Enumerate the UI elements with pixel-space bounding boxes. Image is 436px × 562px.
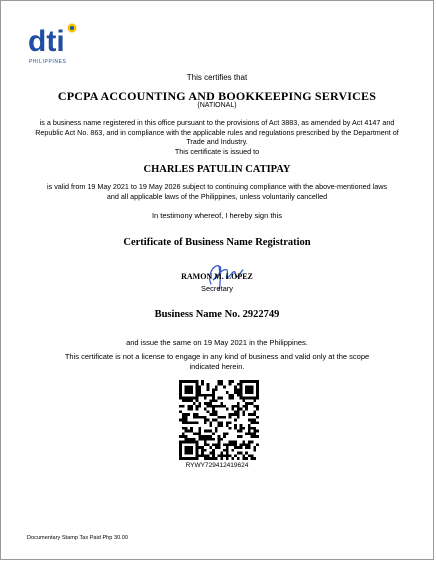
issued-to-text: This certificate is issued to	[174, 146, 260, 156]
business-name: CPCPA ACCOUNTING AND BOOKKEEPING SERVICES	[57, 89, 377, 103]
documentary-stamp-text: Documentary Stamp Tax Paid Php 30.00	[27, 535, 128, 541]
signatory-title: Secretary	[200, 284, 234, 293]
signatory-name: RAMON M. LOPEZ	[181, 272, 253, 281]
logo-subtext: PHILIPPINES	[29, 59, 67, 65]
intro-text: This certifies that	[186, 73, 248, 82]
license-disclaimer: This certificate is not a license to engage in any kind of business and valid only at the scope indicated herein.	[64, 352, 370, 371]
business-scope: (NATIONAL)	[197, 102, 237, 109]
registration-text	[1, 118, 433, 156]
qr-code-icon	[179, 380, 259, 460]
business-name-number: Business Name No. 2922749	[154, 309, 280, 320]
dti-logo	[27, 21, 81, 67]
logo-text: dti	[28, 25, 65, 58]
qr-code-text: RYWY729412419624	[185, 462, 249, 469]
certificate-title: Certificate of Business Name Registration	[123, 237, 311, 248]
validity-text: is valid from 19 May 2021 to 19 May 2026 subject to continuing compliance with the above-mentioned laws and all applicable laws of the Philippines, unless voluntarily cancelled	[47, 182, 387, 201]
registration-statement: is a business name registered in this office pursuant to the provisions of Act 3883, as amended by Act 4147 and Republic Act No. 863, and in compliance with the applicable rules and regulations prescribed by the Department of Trade and Industry.	[35, 118, 399, 146]
issue-text: and issue the same on 19 May 2021 in the Philippines.	[126, 338, 308, 347]
owner-name: CHARLES PATULIN CATIPAY	[143, 164, 291, 175]
testimony-text: In testimony whereof, I hereby sign this	[151, 211, 283, 220]
